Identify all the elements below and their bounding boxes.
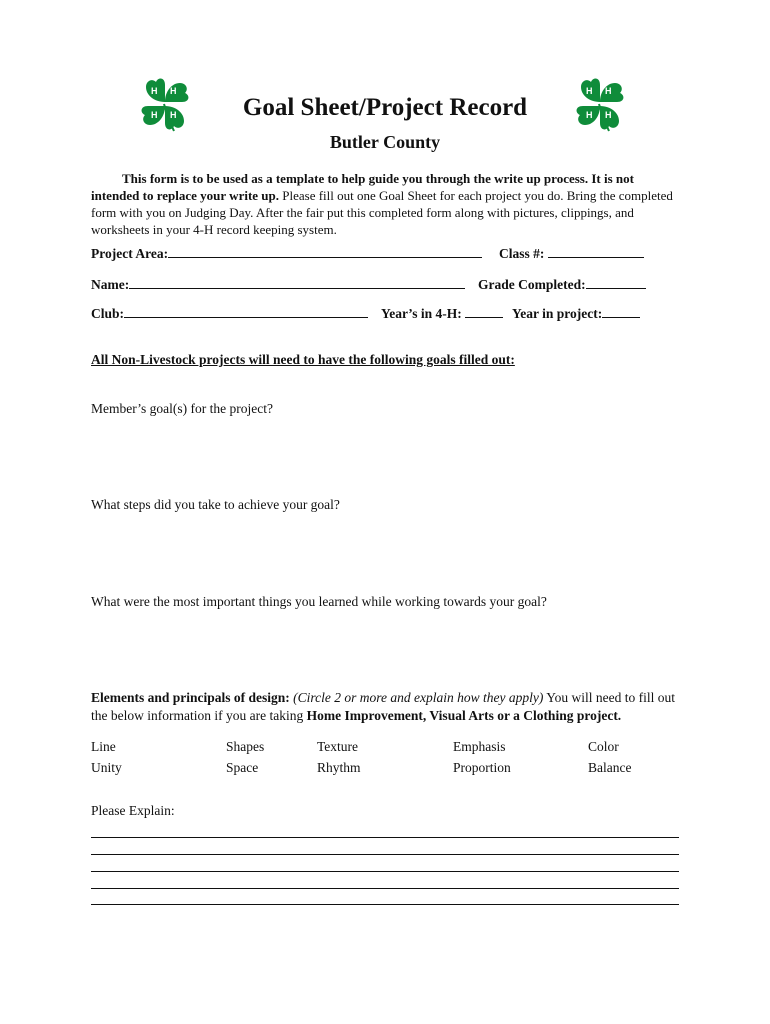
svg-text:H: H <box>605 110 612 120</box>
question-things-learned: What were the most important things you learned while working towards your goal? <box>91 594 547 609</box>
club-field <box>91 305 368 322</box>
element-emphasis[interactable]: Emphasis <box>453 739 506 754</box>
svg-text:H: H <box>586 86 593 96</box>
element-space[interactable]: Space <box>226 760 259 775</box>
class-number-field <box>499 245 644 262</box>
grade-completed-field <box>478 276 646 293</box>
svg-text:H: H <box>586 110 593 120</box>
year-in-project-label: Year in project: <box>512 306 603 321</box>
explain-line[interactable] <box>91 904 679 905</box>
project-area-line[interactable] <box>168 245 482 258</box>
design-text: You will need to fill out the below information if you are taking <box>91 690 675 723</box>
club-line[interactable] <box>124 305 368 318</box>
explain-line[interactable] <box>91 871 679 872</box>
svg-text:H: H <box>151 86 158 96</box>
svg-text:H: H <box>170 86 177 96</box>
intro-bold-text: This form is to be used as a template to help guide you through the write up process. It is not intended to replace your write up. <box>91 171 634 203</box>
design-projects: Home Improvement, Visual Arts or a Clothing project. <box>306 708 622 723</box>
element-balance[interactable]: Balance <box>588 760 632 775</box>
intro-paragraph <box>91 170 683 238</box>
element-color[interactable]: Color <box>588 739 619 754</box>
class-number-line[interactable] <box>548 245 644 258</box>
year-in-project-line[interactable] <box>602 305 640 318</box>
element-rhythm[interactable]: Rhythm <box>317 760 361 775</box>
years-in-4h-line[interactable] <box>465 305 503 318</box>
club-label: Club: <box>91 306 125 321</box>
page-title: Goal Sheet/Project Record <box>242 94 528 121</box>
explain-line[interactable] <box>91 837 679 838</box>
intro-regular-text: Please fill out one Goal Sheet for each project you do. Bring the completed form with you on Judging Day. After the fair put this completed form along with pictures, clippings, and worksheets in your 4-H record keeping system. <box>91 188 673 237</box>
design-instruction: (Circle 2 or more and explain how they apply) <box>293 690 544 705</box>
explain-line[interactable] <box>91 888 679 889</box>
county-subtitle: Butler County <box>329 132 441 152</box>
years-in-4h-field <box>381 305 503 322</box>
element-line[interactable]: Line <box>91 739 116 754</box>
project-area-field <box>91 245 482 262</box>
project-area-label: Project Area: <box>91 246 169 261</box>
years-in-4h-label: Year’s in 4-H: <box>381 306 462 321</box>
element-shapes[interactable]: Shapes <box>226 739 265 754</box>
design-label: Elements and principals of design: <box>91 690 290 705</box>
question-steps-taken: What steps did you take to achieve your goal? <box>91 497 340 512</box>
grade-completed-label: Grade Completed: <box>478 277 586 292</box>
element-texture[interactable]: Texture <box>317 739 359 754</box>
please-explain-label: Please Explain: <box>91 803 175 818</box>
svg-text:H: H <box>605 86 612 96</box>
svg-text:H: H <box>151 110 158 120</box>
year-in-project-field <box>512 305 640 322</box>
name-field <box>91 276 465 293</box>
element-proportion[interactable]: Proportion <box>453 760 511 775</box>
goals-section-heading: All Non-Livestock projects will need to have the following goals filled out: <box>91 352 515 367</box>
explain-line[interactable] <box>91 854 679 855</box>
name-line[interactable] <box>129 276 465 289</box>
element-unity[interactable]: Unity <box>91 760 122 775</box>
question-members-goals: Member’s goal(s) for the project? <box>91 401 273 416</box>
design-elements-paragraph <box>91 689 691 725</box>
name-label: Name: <box>91 277 130 292</box>
grade-completed-line[interactable] <box>586 276 646 289</box>
svg-text:H: H <box>170 110 177 120</box>
class-number-label: Class #: <box>499 246 545 261</box>
